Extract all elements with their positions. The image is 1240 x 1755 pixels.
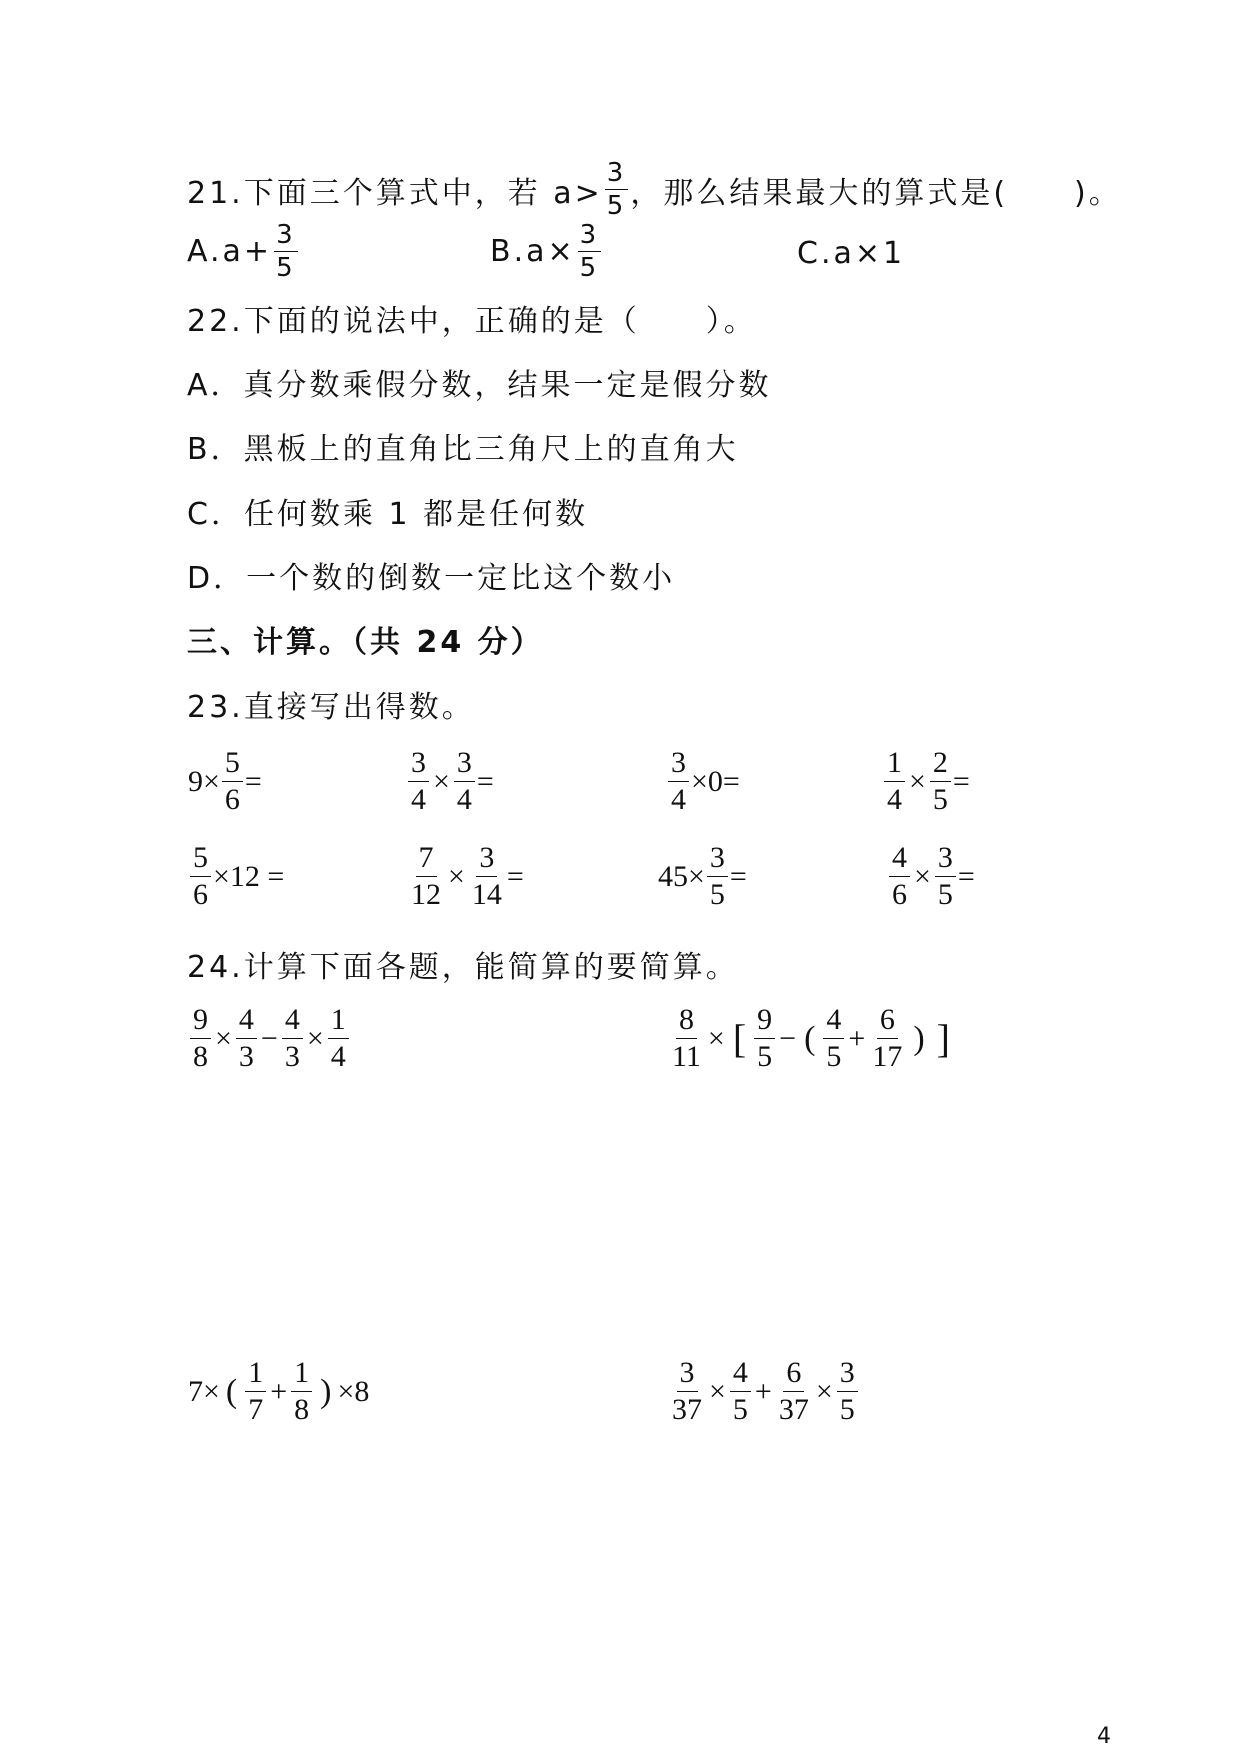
q23-e8-fraction-2: $\frac{3}{5}$	[935, 843, 956, 910]
q23-e8-fraction-1: $\frac{4}{6}$	[889, 843, 910, 910]
q21-option-c: C.a×1	[797, 236, 906, 271]
q21-text-after: ，那么结果最大的算式是( )。	[630, 175, 1122, 211]
q23-e3-fraction: $\frac{3}{4}$	[668, 748, 689, 815]
q23-e6-fraction-1: $\frac{7}{12}$	[411, 841, 441, 911]
q23-expr-7: 45× $\frac{3}{5}$ =	[658, 841, 747, 911]
q21-option-b: B.a× $\frac{3}{5}$	[490, 220, 600, 283]
q23-expr-4: $\frac{1}{4}$ × $\frac{2}{5}$ =	[882, 748, 970, 815]
page-number: 4	[1097, 1724, 1111, 1749]
q24-problem-3: 7× ( $\frac{1}{7}$ + $\frac{1}{8}$ ) ×8	[188, 1356, 370, 1426]
q23-e7-fraction: $\frac{3}{5}$	[707, 843, 728, 910]
q24-problem-1: $\frac{9}{8}$ × $\frac{4}{3}$ − $\frac{4}{3}$ × $\frac{1}{4}$	[188, 1005, 351, 1072]
question-22-stem: 22.下面的说法中，正确的是（ ）。	[187, 304, 757, 339]
section-3-title: 三、计算。（共 24 分）	[187, 625, 544, 660]
q23-expr-6: $\frac{7}{12}$ × $\frac{3}{14}$ =	[406, 843, 524, 910]
q23-e2-fraction-2: $\frac{3}{4}$	[454, 748, 475, 815]
q23-e5-fraction: $\frac{5}{6}$	[190, 843, 211, 910]
question-23-stem: 23.直接写出得数。	[187, 690, 475, 725]
q23-e4-fraction-2: $\frac{2}{5}$	[930, 748, 951, 815]
q23-e2-fraction-1: $\frac{3}{4}$	[408, 748, 429, 815]
q23-expr-3: $\frac{3}{4}$ ×0=	[666, 748, 740, 815]
q23-expr-2: $\frac{3}{4}$ × $\frac{3}{4}$ =	[406, 748, 494, 815]
question-24-stem: 24.计算下面各题，能简算的要简算。	[187, 950, 739, 985]
q23-e6-fraction-2: $\frac{3}{14}$	[471, 841, 502, 911]
q22-option-d: D．一个数的倒数一定比这个数小	[187, 561, 676, 596]
q23-expr-1: 9× $\frac{5}{6}$ =	[188, 746, 262, 816]
q23-expr-8: $\frac{4}{6}$ × $\frac{3}{5}$ =	[887, 843, 975, 910]
q21-text-before: 21.下面三个算式中，若 a>	[187, 175, 603, 211]
q24-problem-2: $\frac{8}{11}$ × [ $\frac{9}{5}$ − ( $\frac{4}{5}$ + $\frac{6}{17}$ ) ]	[672, 1003, 950, 1073]
q22-option-b: B．黑板上的直角比三角尺上的直角大	[187, 432, 739, 467]
q21-fraction: $\frac{3}{5}$	[606, 158, 627, 221]
q23-e1-fraction: $\frac{5}{6}$	[222, 748, 243, 815]
q24-problem-4: $\frac{3}{37}$ × $\frac{4}{5}$ + $\frac{6}{37}$ × $\frac{3}{5}$	[667, 1358, 860, 1425]
q22-option-c: C．任何数乘 1 都是任何数	[187, 497, 589, 532]
q23-e4-fraction-1: $\frac{1}{4}$	[884, 748, 905, 815]
q21-option-a: A.a+ $\frac{3}{5}$	[187, 220, 296, 283]
question-21-stem	[187, 160, 1122, 219]
q21-option-a-fraction: $\frac{3}{5}$	[276, 220, 296, 283]
q23-expr-5: $\frac{5}{6}$ ×12 =	[188, 843, 284, 910]
q22-option-a: A．真分数乘假分数，结果一定是假分数	[187, 368, 772, 403]
q21-option-b-fraction: $\frac{3}{5}$	[579, 220, 600, 283]
